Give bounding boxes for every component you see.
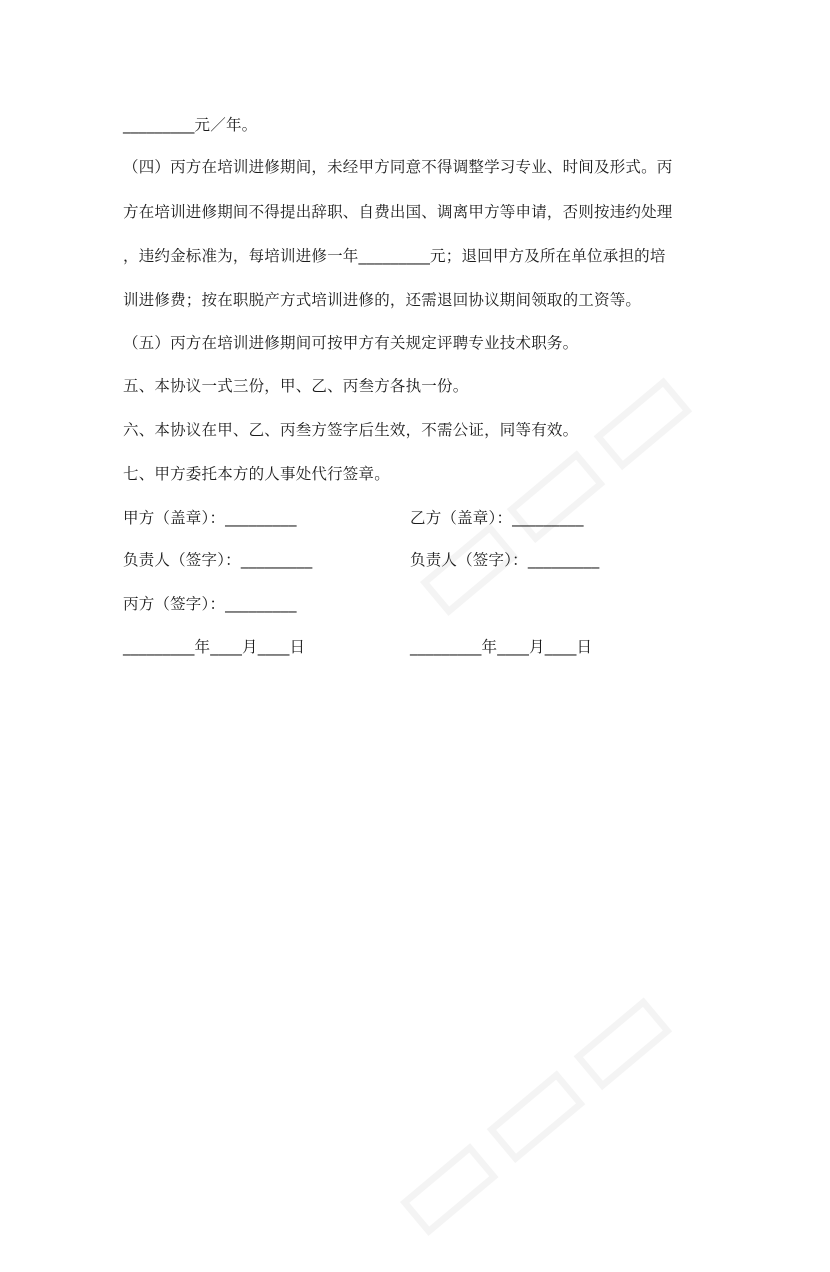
body-line-5: 训进修费；按在职脱产方式培训进修的，还需退回协议期间领取的工资等。 [123,291,642,309]
body-line-7: 五、本协议一式三份，甲、乙、丙叁方各执一份。 [123,377,469,395]
watermark-mark [355,947,705,1272]
body-line-3: 方在培训进修期间不得提出辞职、自费出国、调离甲方等申请，否则按违约处理 [123,203,673,221]
signature-party-c: 丙方（签字）：_________ [123,595,297,613]
date-line-a: _________年____月____日 [123,638,306,656]
body-line-2: （四）丙方在培训进修期间，未经甲方同意不得调整学习专业、时间及形式。丙 [123,158,673,176]
body-line-1: _________元／年。 [123,116,258,134]
signature-party-a: 甲方（盖章）：_________ [123,509,297,527]
signature-party-b: 乙方（盖章）：_________ [410,509,584,527]
body-line-4: ，违约金标准为，每培训进修一年_________元；退回甲方及所在单位承担的培 [123,247,666,265]
date-line-b: _________年____月____日 [410,638,593,656]
body-line-9: 七、甲方委托本方的人事处代行签章。 [123,465,390,483]
body-line-6: （五）丙方在培训进修期间可按甲方有关规定评聘专业技术职务。 [123,334,579,352]
signature-responsible-a: 负责人（签字）：_________ [123,551,313,569]
body-line-8: 六、本协议在甲、乙、丙叁方签字后生效，不需公证，同等有效。 [123,421,579,439]
signature-responsible-b: 负责人（签字）：_________ [410,551,600,569]
